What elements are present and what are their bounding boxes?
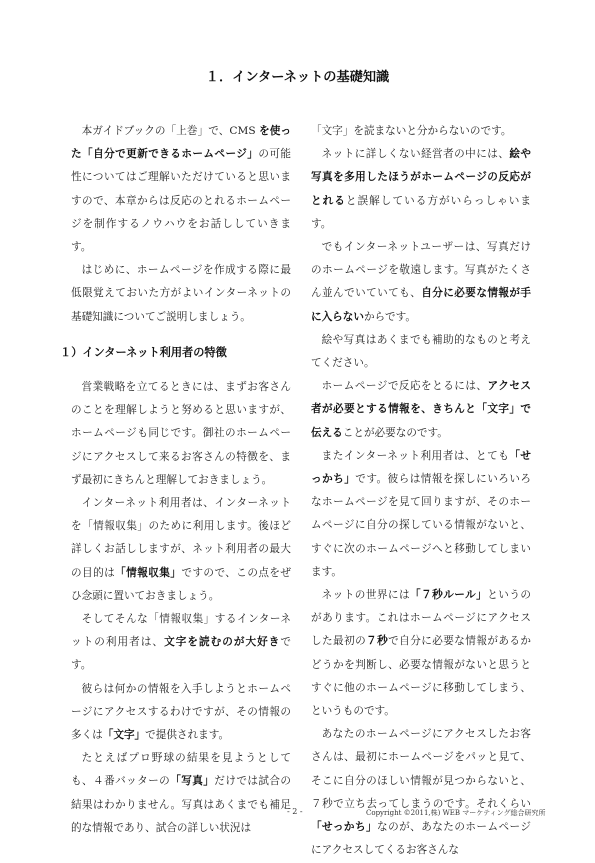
emphasis: 「情報収集」 [115, 566, 182, 579]
paragraph: 「文字」を読まないと分からないのです。 [311, 125, 512, 137]
page-title: １．インターネットの基礎知識 [205, 70, 390, 85]
paragraph: 本ガイドブックの「上巻」で、CMS を使った「自分で更新できるホームページ」の可能性についてはご理解いただけていると思いますので、本章からは反応のとれるホームページを制作するノウハウをお話ししていきます。 [71, 125, 292, 254]
section-heading: １）インターネット利用者の特徴 [60, 345, 227, 359]
emphasis: 「写真」 [170, 775, 215, 788]
paragraph: 彼らは何かの情報を入手しようとホームページにアクセスするわけですが、その情報の多くは「文字」で提供されます。 [71, 682, 291, 742]
paragraph: たとえばプロ野球の結果を見ようとしても、４番バッターの「写真」だけでは試合の結果はわかりません。写真はあくまでも補足的な情報であり、試合の詳しい状況は [71, 752, 292, 834]
emphasis: アクセス者が必要とする情報を、きちんと「文字」で伝える [311, 380, 531, 439]
emphasis: を使った「自分で更新できるホームページ」 [71, 125, 291, 161]
paragraph: あなたのホームページにアクセスしたお客さんは、最初にホームページをパッと見て、そこに自分のほしい情報が見つからないと、７秒で立ち去ってしまうのです。それくらい「せっかち」なのが、あなたのホームページにアクセスしてくるお客さんな [311, 728, 531, 857]
paragraph: はじめに、ホームページを作成する際に最低限覚えておいた方がよいインターネットの基礎知識についてご説明しましょう。 [71, 264, 291, 323]
emphasis: 「７秒ルール」 [410, 589, 488, 602]
emphasis: 自分に必要な情報が手に入らない [311, 287, 532, 323]
paragraph: インターネット利用者は、インターネットを「情報収集」のために利用します。後ほど詳しくお話ししますが、ネット利用者の最大の目的は「情報収集」ですので、この点をぜひ念頭に置いておきましょう。 [71, 497, 292, 602]
emphasis: ７秒 [366, 635, 389, 648]
paragraph: でもインターネットユーザーは、写真だけのホームページを敬遠します。写真がたくさん並んでいていても、自分に必要な情報が手に入らないからです。 [311, 241, 532, 323]
emphasis: 「文字」 [102, 729, 146, 742]
page-footer [0, 807, 595, 821]
paragraph: そしてそんな「情報収集」するインターネットの利用者は、文字を読むのが大好きです。 [71, 613, 292, 672]
emphasis: 文字を読むのが大好き [164, 636, 281, 649]
copyright-notice: Copyright ©2011,株) WEB マーケティング総合研究所 [366, 809, 546, 817]
emphasis: 「せっかち」 [311, 821, 378, 834]
left-column [60, 120, 292, 840]
paragraph: ホームページで反応をとるには、アクセス者が必要とする情報を、きちんと「文字」で伝えることが必要なのです。 [311, 380, 531, 439]
right-column [311, 120, 531, 863]
paragraph: ネットの世界には「７秒ルール」というのがあります。これはホームページにアクセスした最初の７秒で自分に必要な情報があるかどうかを判断し、必要な情報がないと思うとすぐに他のホームページに移動してしまう、というものです。 [311, 589, 532, 718]
page-number: - 2 - [287, 807, 303, 816]
paragraph: またインターネット利用者は、とても「せっかち」です。彼らは情報を探しにいろいろなホームページを見て回りますが、そのホームページに自分の探している情報がないと、すぐに次のホームページへと移動してしまいます。 [311, 449, 532, 578]
emphasis: 絵や写真を多用したほうがホームページの反応がとれる [311, 148, 532, 207]
paragraph: 絵や写真はあくまでも補助的なものと考えてください。 [311, 333, 531, 370]
emphasis: 「せっかち」 [311, 449, 532, 486]
paragraph: ネットに詳しくない経営者の中には、絵や写真を多用したほうがホームページの反応がとれると誤解している方がいらっしゃいます。 [311, 148, 532, 230]
paragraph: 営業戦略を立てるときには、まずお客さんのことを理解しようと努めると思いますが、ホームページも同じです。御社のホームページにアクセスして来るお客さんの特徴を、まず最初にきちんと理解しておきましょう。 [71, 381, 291, 486]
